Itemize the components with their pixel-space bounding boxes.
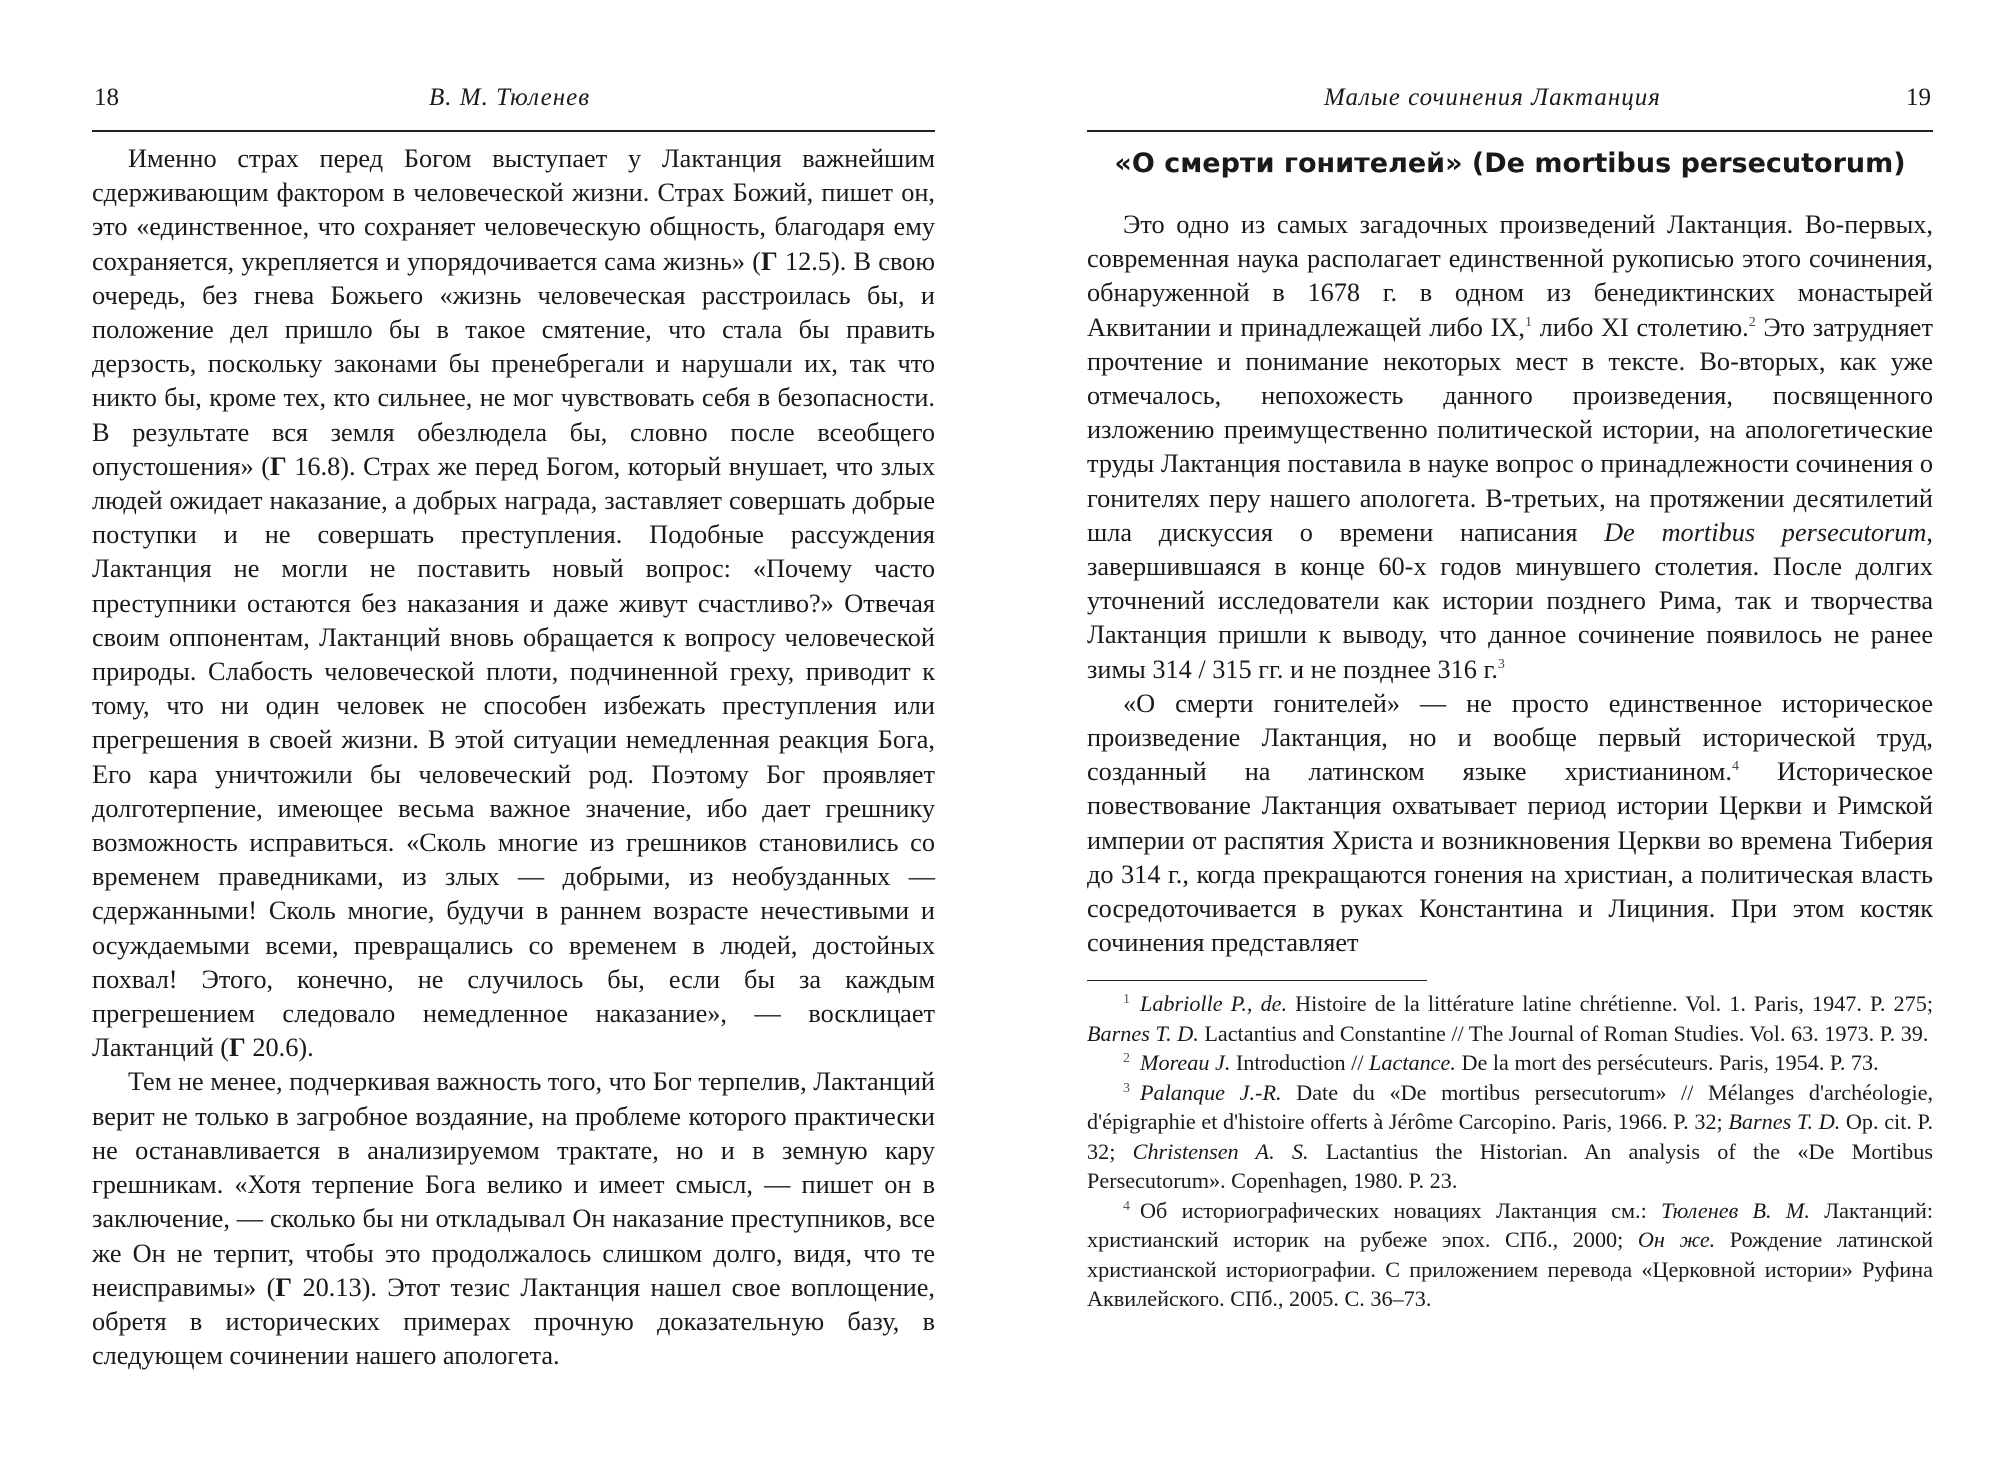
italic-text: Christensen A. S. <box>1132 1138 1309 1164</box>
left-paragraph <box>92 1065 935 1373</box>
text-run: De la mort des persécuteurs. Paris, 1954. P. 73. <box>1455 1050 1879 1076</box>
footnote <box>1087 1048 1933 1078</box>
text-run: Это одно из самых загадочных произведений Лактанция. Во-первых, современная наука располагает единственной рукописью этого сочинения, обнаруженной в 1678 г. в одном из бенедиктинских монастырей Аквитании и принадлежащей либо IX, <box>1087 210 1933 342</box>
text-run: Об историографических новациях Лактанция см.: <box>1140 1197 1662 1223</box>
text-run: Introduction // <box>1230 1050 1370 1076</box>
footnote <box>1087 989 1933 1048</box>
footnote-reference: 4 <box>1731 759 1739 775</box>
left-running-header <box>92 84 935 132</box>
right-paragraph <box>1087 208 1933 687</box>
italic-text: Barnes T. D. <box>1087 1020 1199 1046</box>
right-page <box>1087 0 1933 1314</box>
right-body-text <box>1087 208 1933 960</box>
text-run: Тем не менее, подчеркивая важность того, что Бог терпелив, Лактанций верит не только в загробное воздаяние, на проблеме которого практически не останавливается в анализируемом трактате, но и в земную кару грешникам. «Хотя терпение Бога велико и имеет смысл, — пишет он в заключение, — сколько бы ни откладывал Он наказание преступников, все же Он не терпит, чтобы это продолжалось слишком долго, видя, что те неисправимы» ( <box>92 1067 935 1302</box>
text-run: 20.13). Этот тезис Лактанция нашел свое воплощение, обретя в исторических примерах прочную доказательную базу, в следующем сочинении нашего апологета. <box>92 1272 935 1371</box>
source-abbreviation: Г <box>269 451 287 481</box>
footnote-number: 1 <box>1123 992 1130 1008</box>
italic-text: Labriolle P., de. <box>1140 991 1288 1017</box>
text-run: , завершившаяся в конце 60-х годов минувшего столетия. После долгих уточнений исследователи как истории позднего Рима, так и творчества Лактанция пришли к выводу, что данное сочинение появилось не ранее зимы 314 / 315 гг. и не позднее 316 г. <box>1087 517 1933 684</box>
text-run: Рождение латинской христианской историографии. С приложением перевода «Церковной истории» Руфина Аквилейского. СПб., 2005. С. 36–73. <box>1087 1227 1933 1312</box>
footnote <box>1087 1078 1933 1196</box>
italic-text: Palanque J.-R. <box>1140 1079 1282 1105</box>
text-run: «О смерти гонителей» — не просто единственное историческое произведение Лактанция, но и вообще первый исторической труд, созданный на латинском языке христианином. <box>1087 688 1933 787</box>
italic-text: Он же. <box>1637 1227 1716 1253</box>
italic-text: Moreau J. <box>1140 1050 1231 1076</box>
right-paragraph <box>1087 687 1933 961</box>
text-run: Date du «De mortibus persecutorum» // Mélanges d'archéologie, d'épigraphie et d'histoire offerts à Jérôme Carcopino. Paris, 1966. P. 32; <box>1087 1079 1934 1135</box>
text-run: либо XI столетию. <box>1531 312 1749 342</box>
footnote <box>1087 1196 1933 1314</box>
text-run: Histoire de la littérature latine chrétienne. Vol. 1. Paris, 1947. P. 275; <box>1287 991 1933 1017</box>
left-page <box>92 0 935 1373</box>
text-run: Op. cit. P. 32; <box>1087 1109 1933 1164</box>
footnotes <box>1087 989 1933 1314</box>
italic-text: Lactance. <box>1369 1050 1456 1076</box>
footnote-number: 3 <box>1123 1080 1130 1096</box>
italic-text: Barnes T. D. <box>1728 1109 1841 1135</box>
text-run: 16.8). Страх же перед Богом, который внушает, что злых людей ожидает наказание, а добрых награда, заставляет совершать добрые поступки и не совершать преступления. Подобные рассуждения Лактанция не могли не поставить новый вопрос: «Почему часто преступники остаются без наказания и даже живут счастливо?» Отвечая своим оппонентам, Лактанций вновь обращается к вопросу человеческой природы. Слабость человеческой плоти, подчиненной греху, приводит к тому, что ни один человек не способен избежать преступления или прегрешения в своей жизни. В этой ситуации немедленная реакция Бога, Его кара уничтожили бы человеческий род. Поэтому Бог проявляет долготерпение, имеющее весьма важное значение, ибо дает грешнику возможность исправиться. «Сколь многие из грешников становились со временем праведниками, из злых — добрыми, из необузданных — сдержанными! Сколь многие, будучи в раннем возрасте нечестивыми и осуждаемыми всеми, превращались со временем в людей, достойных похвал! Этого, конечно, не случилось бы, если бы за каждым прегрешением следовало немедленное наказание», — восклицает Лактанций ( <box>92 451 935 1063</box>
right-running-title: Малые сочинения Лактанция <box>1324 84 1661 111</box>
footnote-number: 2 <box>1123 1051 1130 1067</box>
left-paragraph <box>92 142 935 1065</box>
text-run: Lactantius the Historian. An analysis of the «De Mortibus Persecutorum». Copenhagen, 1980. P. 23. <box>1087 1138 1933 1194</box>
source-abbreviation: Г <box>760 246 778 276</box>
left-page-number: 18 <box>94 84 119 111</box>
section-title: «О смерти гонителей» (De mortibus persecutorum) <box>1114 148 1906 179</box>
source-abbreviation: Г <box>275 1272 293 1302</box>
text-run: 20.6). <box>245 1033 314 1063</box>
footnote-reference: 3 <box>1497 656 1505 672</box>
right-page-number: 19 <box>1906 84 1931 111</box>
text-run: Lactantius and Constantine // The Journal of Roman Studies. Vol. 63. 1973. P. 39. <box>1198 1020 1929 1046</box>
text-run: Это затрудняет прочтение и понимание некоторых мест в тексте. Во-вторых, как уже отмечалось, непохожесть данного произведения, посвященного изложению преимущественно политической истории, на апологетические труды Лактанция поставила в науке вопрос о принадлежности сочинения о гонителях перу нашего апологета. В-третьих, на протяжении десятилетий шла дискуссия о времени написания <box>1087 312 1933 547</box>
left-running-title: В. М. Тюленев <box>429 84 591 111</box>
text-run: Лактанций: христианский историк на рубеже эпох. СПб., 2000; <box>1087 1197 1933 1253</box>
footnote-reference: 2 <box>1748 314 1756 330</box>
left-body-text <box>92 142 935 1373</box>
footnote-reference: 1 <box>1524 314 1532 330</box>
text-run: Историческое повествование Лактанция охватывает период истории Церкви и Римской империи от распятия Христа и возникновения Церкви во времена Тиберия до 314 г., когда прекращаются гонения на христиан, а политическая власть сосредоточивается в руках Константина и Лициния. При этом костяк сочинения представляет <box>1087 757 1933 958</box>
source-abbreviation: Г <box>229 1033 246 1063</box>
right-running-header <box>1087 84 1933 132</box>
footnote-divider <box>1087 980 1427 981</box>
italic-text: Тюленев В. М. <box>1661 1197 1810 1223</box>
text-run: Именно страх перед Богом выступает у Лактанция важнейшим сдерживающим фактором в человеческой жизни. Страх Божий, пишет он, это «единственное, что сохраняет человеческую общность, благодаря ему сохраняется, укрепляется и упорядочивается сама жизнь» ( <box>92 144 935 276</box>
italic-text: De mortibus persecutorum <box>1604 517 1927 547</box>
text-run: 12.5). В свою очередь, без гнева Божьего «жизнь человеческая расстроилась бы, и положение дел пришло бы в такое смятение, что стала бы править дерзость, поскольку законами бы пренебрегали и нарушали их, так что никто бы, кроме тех, кто сильнее, не мог чувствовать себя в безопасности. В результате вся земля обезлюдела бы, словно после всеобщего опустошения» ( <box>92 246 935 481</box>
footnote-number: 4 <box>1123 1198 1130 1214</box>
